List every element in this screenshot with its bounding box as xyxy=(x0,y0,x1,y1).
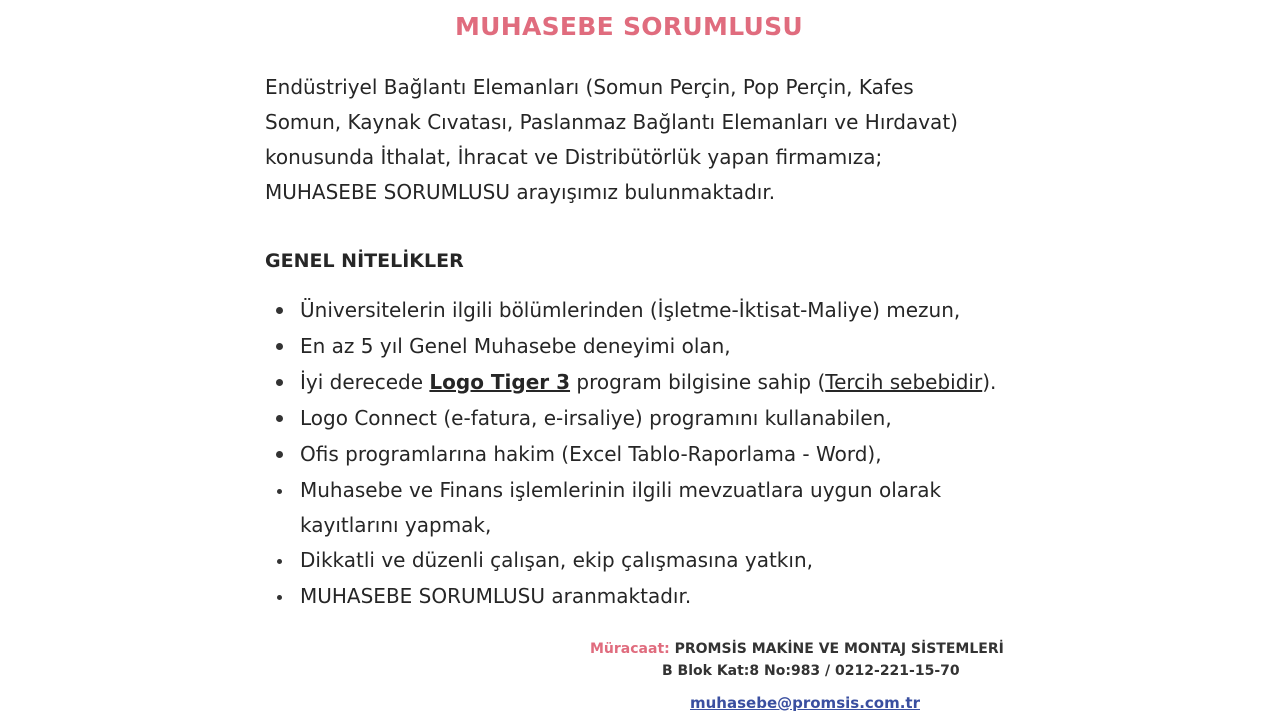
qualifications-list xyxy=(275,292,1035,614)
list-item-text: Ofis programlarına hakim (Excel Tablo-Raporlama - Word), xyxy=(300,442,882,466)
bullet-icon xyxy=(276,343,283,350)
bullet-icon xyxy=(276,415,283,422)
contact-address: B Blok Kat:8 No:983 / 0212-221-15-70 xyxy=(662,663,960,679)
bullet-icon xyxy=(276,451,283,458)
bullet-icon xyxy=(276,307,283,314)
list-item-text: Dikkatli ve düzenli çalışan, ekip çalışmasına yatkın, xyxy=(300,548,813,572)
list-item-text: En az 5 yıl Genel Muhasebe deneyimi olan, xyxy=(300,334,731,358)
page-title: MUHASEBE SORUMLUSU xyxy=(454,12,804,41)
intro-line: konusunda İthalat, İhracat ve Distribütörlük yapan firmamıza; xyxy=(265,145,883,169)
list-item xyxy=(275,292,1035,328)
list-item-text-mid: program bilgisine sahip ( xyxy=(570,370,826,394)
list-item xyxy=(275,364,1035,400)
contact-line xyxy=(590,638,1004,660)
contact-block xyxy=(590,638,1004,682)
list-item xyxy=(275,542,1035,578)
section-heading: GENEL NİTELİKLER xyxy=(265,250,464,272)
company-name: PROMSİS MAKİNE VE MONTAJ SİSTEMLERİ xyxy=(674,641,1004,657)
contact-label: Müracaat: xyxy=(590,641,670,657)
bullet-icon xyxy=(277,489,282,494)
list-item-text: Logo Connect (e-fatura, e-irsaliye) programını kullanabilen, xyxy=(300,406,892,430)
intro-line: Endüstriyel Bağlantı Elemanları (Somun Perçin, Pop Perçin, Kafes xyxy=(265,75,914,99)
list-item xyxy=(275,328,1035,364)
list-item xyxy=(275,578,1035,614)
software-name: Logo Tiger 3 xyxy=(429,370,571,394)
list-item-text-pre: İyi derecede xyxy=(300,370,430,394)
list-item-text: Üniversitelerin ilgili bölümlerinden (İşletme-İktisat-Maliye) mezun, xyxy=(300,298,961,322)
list-item-text: MUHASEBE SORUMLUSU aranmaktadır. xyxy=(300,584,692,608)
bullet-icon xyxy=(277,559,282,564)
intro-line: MUHASEBE SORUMLUSU arayışımız bulunmaktadır. xyxy=(265,180,776,204)
list-item xyxy=(275,400,1035,436)
bullet-icon xyxy=(277,595,282,600)
email-link[interactable]: muhasebe@promsis.com.tr xyxy=(690,694,920,712)
list-item-text-post: ). xyxy=(982,370,997,394)
list-item xyxy=(275,436,1035,472)
list-item-text-continued: kayıtlarını yapmak, xyxy=(300,513,492,537)
bullet-icon xyxy=(276,379,283,386)
intro-line: Somun, Kaynak Cıvatası, Paslanmaz Bağlantı Elemanları ve Hırdavat) xyxy=(265,110,958,134)
list-item-text: Muhasebe ve Finans işlemlerinin ilgili mevzuatlara uygun olarak xyxy=(300,478,942,502)
intro-paragraph xyxy=(265,70,1025,210)
list-item xyxy=(275,472,1035,542)
preference-note: Tercih sebebidir xyxy=(825,370,983,394)
